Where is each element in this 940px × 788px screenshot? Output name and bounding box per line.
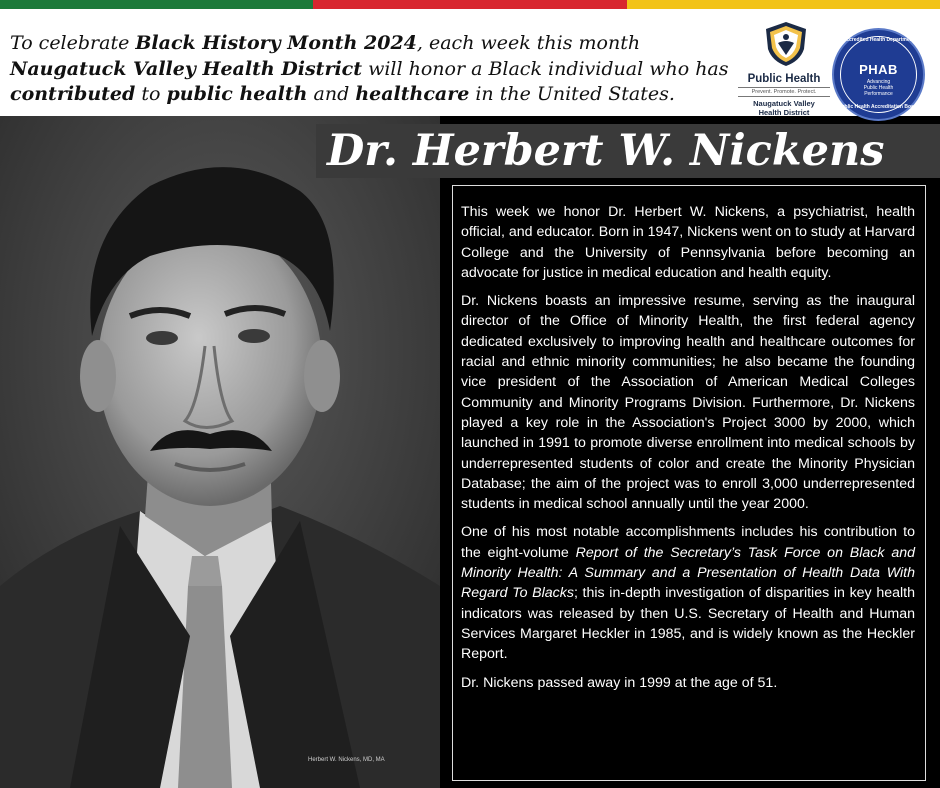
intro-segment: Naugatuck Valley Health District (10, 57, 363, 80)
stripe-red (313, 0, 627, 9)
intro-segment: Black History Month 2024 (135, 32, 417, 54)
intro-text (10, 31, 730, 108)
shield-icon (764, 21, 808, 67)
bio-p3-text-b: ; this in-depth investigation of disparities in key health indicators was released by then U.S. Secretary of Health and Human Services Margaret Heckler in 1985, and is widely known as the Heckler Report. (461, 585, 915, 663)
logo-org-line2: Health District (758, 108, 810, 117)
intro-segment: , each week this month (416, 32, 641, 54)
header-banner (0, 9, 940, 116)
bio-p3-text-a: One of his most notable accomplishments includes his contribution to the eight-volume (461, 524, 915, 561)
phab-logo (832, 28, 925, 121)
intro-segment: public health (166, 83, 308, 105)
logo-tagline: Prevent. Promote. Protect. (738, 87, 830, 97)
report-title: Report of the Secretary’s Task Force on Black and Minority Health: A Summary and a Presentation of Health Data With Regard To Blacks (461, 544, 915, 602)
phab-sub1: Advancing (866, 79, 891, 85)
portrait-illustration (0, 116, 440, 788)
intro-segment: To celebrate (10, 32, 136, 54)
phab-sub3: Performance (864, 91, 893, 97)
stripe-green (0, 0, 313, 9)
public-health-logo (738, 21, 830, 121)
bio-paragraph-1: This week we honor Dr. Herbert W. Nickens, a psychiatrist, health official, and educator. Born in 1947, Nickens went on to study at Harvard College and the University of Pennsylvania before becoming an advocate for justice in medical education and health equity. (461, 204, 915, 281)
page-title: Dr. Herbert W. Nickens (327, 126, 885, 176)
photo-caption: Herbert W. Nickens, MD, MA (308, 757, 385, 763)
phab-sub2: Public Health (863, 85, 894, 91)
bio-paragraph-2: Dr. Nickens boasts an impressive resume, serving as the inaugural director of the Office of Minority Health, the first federal agency dedicated exclusively to improving health and healthcare outcomes for racial and ethnic minority communities; he also became the founding vice president of the Association of American Medical Colleges Community and Minority Programs Division. Furthermore, Dr. Nickens played a key role in the Association's Project 3000 by 2000, which launched in 1991 to promote diverse enrollment into medical schools by underrepresented students of color and create the Minority Physician Database; the aim of the project was to enroll 3,000 underrepresented students in medical school annually until the year 2000. (461, 293, 915, 513)
intro-segment: contributed (10, 83, 136, 105)
intro-segment: will honor a Black individual who has (362, 57, 729, 80)
biography-box (452, 185, 926, 781)
phab-name: PHAB (859, 62, 898, 77)
portrait-photo (0, 116, 440, 788)
bio-paragraph-3 (461, 522, 915, 664)
intro-segment: and (307, 83, 356, 105)
intro-segment: healthcare (355, 83, 470, 105)
logo-org (738, 99, 830, 117)
intro-segment: to (135, 83, 167, 105)
phab-arc-bottom: Public Health Accreditation Board (838, 104, 919, 110)
bio-paragraph-4: Dr. Nickens passed away in 1999 at the age of 51. (461, 674, 778, 691)
intro-segment: in the United States. (469, 83, 675, 105)
phab-sub (834, 79, 923, 97)
logo-name: Public Health (747, 73, 821, 85)
phab-arc-top: Accredited Health Department (842, 37, 915, 43)
logo-org-line1: Naugatuck Valley (753, 99, 815, 108)
stripe-yellow (627, 0, 940, 9)
